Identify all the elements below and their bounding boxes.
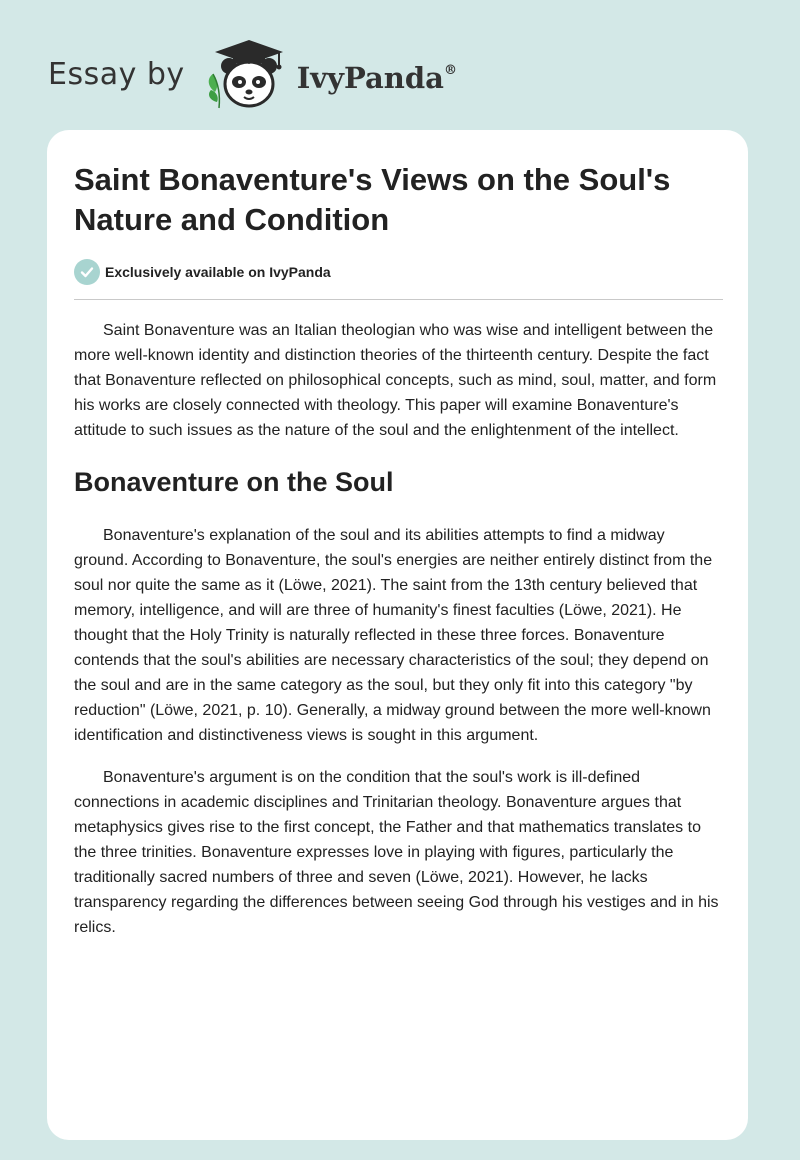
registered-mark: ® bbox=[443, 63, 457, 78]
site-header bbox=[48, 34, 457, 114]
ivypanda-logo-icon[interactable] bbox=[199, 36, 293, 112]
essay-by-label: Essay by bbox=[48, 56, 185, 92]
page-title: Saint Bonaventure's Views on the Soul's Nature and Condition bbox=[74, 162, 671, 237]
brand-text: IvyPanda bbox=[296, 61, 444, 95]
exclusive-badge bbox=[74, 258, 723, 286]
intro-paragraph: Saint Bonaventure was an Italian theologian who was wise and intelligent between the more well-known identity and distinction theories of the thirteenth century. Despite the fact that Bonaventure reflected on philosophical concepts, such as mind, soul, matter, and form his works are closely connected with theology. This paper will examine Bonaventure's attitude to such issues as the nature of the soul and the enlightenment of the intellect. bbox=[74, 322, 717, 439]
body-paragraph-2: Bonaventure's argument is on the condition that the soul's work is ill-defined connections in academic disciplines and Trinitarian theology. Bonaventure argues that metaphysics gives rise to the first concept, the Father and that mathematics translates to the three trinities. Bonaventure expresses love in playing with figures, particularly the traditionally sacred numbers of three and seven (Löwe, 2021). However, he lacks transparency regarding the differences between seeing God through his vestiges and in his relics. bbox=[74, 769, 719, 936]
section-heading: Bonaventure on the Soul bbox=[74, 467, 394, 497]
checkmark-icon bbox=[74, 259, 100, 285]
ivy-leaf-icon bbox=[208, 74, 219, 108]
title-divider bbox=[74, 299, 723, 300]
body-paragraph-1: Bonaventure's explanation of the soul and its abilities attempts to find a midway ground. According to Bonaventure, the soul's energies are neither entirely distinct from the soul nor quite the same as it (Löwe, 2021). The saint from the 13th century believed that memory, intelligence, and will are three of humanity's finest faculties (Löwe, 2021). He thought that the Holy Trinity is naturally reflected in these three forces. Bonaventure contends that the soul's abilities are necessary characteristics of the soul; they depend on the soul and are in the same category as the soul, but they only fit into this category "by reduction" (Löwe, 2021, p. 10). Generally, a midway ground between the more well-known identification and distinctiveness views is sought in this argument. bbox=[74, 527, 713, 744]
essay-card bbox=[47, 130, 748, 1140]
brand-name[interactable] bbox=[297, 61, 457, 95]
exclusive-label: Exclusively available on IvyPanda bbox=[105, 264, 331, 280]
essay-content bbox=[74, 160, 723, 940]
